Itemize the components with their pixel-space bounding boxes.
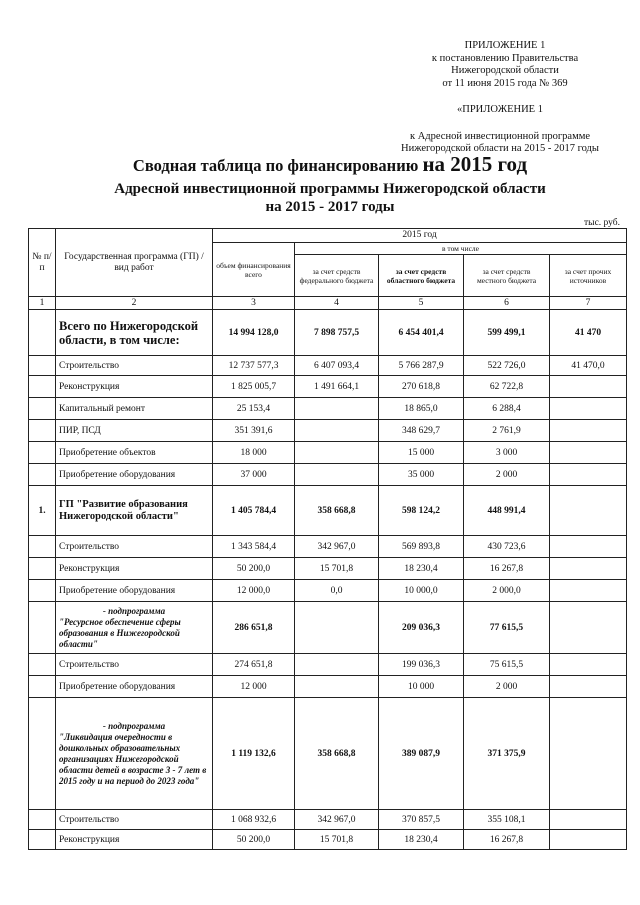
cell-federal bbox=[295, 420, 379, 442]
row-num bbox=[29, 376, 56, 398]
cell-regional: 5 766 287,9 bbox=[379, 356, 464, 376]
cell-local: 522 726,0 bbox=[464, 356, 550, 376]
appendix-1-line: ПРИЛОЖЕНИЕ 1 bbox=[464, 40, 546, 51]
cell-total: 50 200,0 bbox=[213, 558, 295, 580]
appendix-2-block bbox=[370, 104, 630, 156]
cell-other bbox=[550, 376, 627, 398]
table-row bbox=[29, 536, 627, 558]
row-num bbox=[29, 420, 56, 442]
cell-total: 12 000,0 bbox=[213, 580, 295, 602]
cell-total: 25 153,4 bbox=[213, 398, 295, 420]
cell-local: 3 000 bbox=[464, 442, 550, 464]
cell-other bbox=[550, 676, 627, 698]
cell-local: 2 761,9 bbox=[464, 420, 550, 442]
row-num bbox=[29, 536, 56, 558]
cell-other bbox=[550, 810, 627, 830]
column-number: 3 bbox=[213, 297, 295, 310]
cell-local: 62 722,8 bbox=[464, 376, 550, 398]
row-num bbox=[29, 558, 56, 580]
table-row bbox=[29, 398, 627, 420]
row-name: Строительство bbox=[56, 654, 213, 676]
row-name-cell bbox=[56, 602, 213, 654]
row-name: Приобретение оборудования bbox=[56, 464, 213, 486]
cell-regional: 10 000 bbox=[379, 676, 464, 698]
row-name: Приобретение оборудования bbox=[56, 676, 213, 698]
document-subtitle-line: на 2015 - 2017 годы bbox=[265, 199, 395, 215]
cell-regional: 598 124,2 bbox=[379, 486, 464, 536]
cell-total: 1 405 784,4 bbox=[213, 486, 295, 536]
cell-other bbox=[550, 830, 627, 850]
cell-other: 41 470 bbox=[550, 310, 627, 356]
cell-federal: 1 491 664,1 bbox=[295, 376, 379, 398]
appendix-1-line: Нижегородской области bbox=[451, 65, 559, 76]
cell-regional: 18 230,4 bbox=[379, 830, 464, 850]
cell-regional: 15 000 bbox=[379, 442, 464, 464]
cell-federal: 15 701,8 bbox=[295, 558, 379, 580]
cell-total: 12 000 bbox=[213, 676, 295, 698]
row-num bbox=[29, 398, 56, 420]
unit-label: тыс. руб. bbox=[584, 218, 620, 228]
table-row bbox=[29, 830, 627, 850]
cell-other bbox=[550, 398, 627, 420]
cell-regional: 18 230,4 bbox=[379, 558, 464, 580]
subprogram-lead: - подпрограмма bbox=[102, 720, 166, 731]
cell-federal bbox=[295, 654, 379, 676]
column-number: 5 bbox=[379, 297, 464, 310]
cell-regional: 10 000,0 bbox=[379, 580, 464, 602]
row-name: "Ресурсное обеспечение сферы образования в Нижегородской области" bbox=[59, 616, 181, 649]
table-row bbox=[29, 580, 627, 602]
row-num bbox=[29, 676, 56, 698]
cell-local: 355 108,1 bbox=[464, 810, 550, 830]
header-other: за счет прочих источников bbox=[550, 255, 627, 297]
cell-total: 286 651,8 bbox=[213, 602, 295, 654]
appendix-2-line: к Адресной инвестиционной программе bbox=[409, 130, 591, 142]
row-name-cell bbox=[56, 698, 213, 810]
row-name: Реконструкция bbox=[56, 558, 213, 580]
document-title-year: на 2015 год bbox=[422, 152, 528, 176]
cell-regional: 209 036,3 bbox=[379, 602, 464, 654]
table-row bbox=[29, 810, 627, 830]
cell-local: 6 288,4 bbox=[464, 398, 550, 420]
row-num bbox=[29, 442, 56, 464]
cell-total: 50 200,0 bbox=[213, 830, 295, 850]
table-row-program bbox=[29, 486, 627, 536]
row-name: Приобретение оборудования bbox=[56, 580, 213, 602]
cell-regional: 270 618,8 bbox=[379, 376, 464, 398]
document-title-part1: Сводная таблица по финансированию bbox=[132, 156, 419, 175]
header-including: в том числе bbox=[295, 243, 627, 255]
row-num bbox=[29, 654, 56, 676]
table-row-subprogram bbox=[29, 602, 627, 654]
cell-regional: 18 865,0 bbox=[379, 398, 464, 420]
table-row bbox=[29, 676, 627, 698]
table-row bbox=[29, 420, 627, 442]
cell-other bbox=[550, 442, 627, 464]
row-name: Реконструкция bbox=[56, 376, 213, 398]
cell-total: 274 651,8 bbox=[213, 654, 295, 676]
cell-regional: 348 629,7 bbox=[379, 420, 464, 442]
cell-other bbox=[550, 698, 627, 810]
cell-total: 1 343 584,4 bbox=[213, 536, 295, 558]
cell-regional: 370 857,5 bbox=[379, 810, 464, 830]
table-row bbox=[29, 442, 627, 464]
financing-table bbox=[28, 228, 627, 850]
appendix-1-line: от 11 июня 2015 года № 369 bbox=[442, 77, 568, 89]
cell-local: 430 723,6 bbox=[464, 536, 550, 558]
row-name: Строительство bbox=[56, 356, 213, 376]
cell-federal: 0,0 bbox=[295, 580, 379, 602]
table-row bbox=[29, 558, 627, 580]
cell-total: 12 737 577,3 bbox=[213, 356, 295, 376]
column-number: 7 bbox=[550, 297, 627, 310]
row-name: Реконструкция bbox=[56, 830, 213, 850]
document-subtitle-line: Адресной инвестиционной программы Нижегородской области bbox=[114, 181, 546, 197]
cell-local: 75 615,5 bbox=[464, 654, 550, 676]
row-num bbox=[29, 810, 56, 830]
cell-total: 351 391,6 bbox=[213, 420, 295, 442]
cell-federal: 15 701,8 bbox=[295, 830, 379, 850]
cell-regional: 199 036,3 bbox=[379, 654, 464, 676]
header-federal: за счет средств федерального бюджета bbox=[295, 255, 379, 297]
cell-other bbox=[550, 558, 627, 580]
cell-total: 37 000 bbox=[213, 464, 295, 486]
cell-local: 448 991,4 bbox=[464, 486, 550, 536]
cell-federal bbox=[295, 602, 379, 654]
table-row bbox=[29, 464, 627, 486]
column-number-row bbox=[29, 297, 627, 310]
cell-federal bbox=[295, 464, 379, 486]
cell-local: 2 000 bbox=[464, 676, 550, 698]
row-num bbox=[29, 356, 56, 376]
cell-local: 77 615,5 bbox=[464, 602, 550, 654]
cell-federal bbox=[295, 442, 379, 464]
cell-federal bbox=[295, 398, 379, 420]
cell-local: 371 375,9 bbox=[464, 698, 550, 810]
cell-other: 41 470,0 bbox=[550, 356, 627, 376]
cell-other bbox=[550, 536, 627, 558]
cell-local: 16 267,8 bbox=[464, 830, 550, 850]
cell-local: 2 000,0 bbox=[464, 580, 550, 602]
document-subtitle bbox=[40, 180, 620, 216]
cell-federal: 342 967,0 bbox=[295, 536, 379, 558]
table-row bbox=[29, 654, 627, 676]
row-num: 1. bbox=[29, 486, 56, 536]
table-row bbox=[29, 356, 627, 376]
column-number: 2 bbox=[56, 297, 213, 310]
cell-total: 1 825 005,7 bbox=[213, 376, 295, 398]
header-local: за счет средств местного бюджета bbox=[464, 255, 550, 297]
cell-other bbox=[550, 420, 627, 442]
cell-total: 14 994 128,0 bbox=[213, 310, 295, 356]
cell-federal: 7 898 757,5 bbox=[295, 310, 379, 356]
header-num: № п/п bbox=[29, 229, 56, 297]
cell-other bbox=[550, 486, 627, 536]
table-row-total bbox=[29, 310, 627, 356]
row-name: Капитальный ремонт bbox=[56, 398, 213, 420]
row-name: Приобретение объектов bbox=[56, 442, 213, 464]
cell-regional: 389 087,9 bbox=[379, 698, 464, 810]
row-name: Всего по Нижегородской области, в том числе: bbox=[56, 310, 213, 356]
cell-total: 1 068 932,6 bbox=[213, 810, 295, 830]
column-number: 4 bbox=[295, 297, 379, 310]
row-name: Строительство bbox=[56, 810, 213, 830]
row-num bbox=[29, 464, 56, 486]
table-row bbox=[29, 376, 627, 398]
cell-other bbox=[550, 602, 627, 654]
row-name: ГП "Развитие образования Нижегородской области" bbox=[56, 486, 213, 536]
appendix-1-line: к постановлению Правительства bbox=[431, 52, 579, 64]
document-title bbox=[40, 152, 620, 177]
cell-federal: 342 967,0 bbox=[295, 810, 379, 830]
cell-local: 2 000 bbox=[464, 464, 550, 486]
subprogram-lead: - подпрограмма bbox=[102, 605, 166, 616]
header-year: 2015 год bbox=[213, 229, 627, 243]
table-row-subprogram bbox=[29, 698, 627, 810]
cell-federal bbox=[295, 676, 379, 698]
cell-regional: 6 454 401,4 bbox=[379, 310, 464, 356]
cell-local: 16 267,8 bbox=[464, 558, 550, 580]
header-volume: объем финансирования всего bbox=[213, 243, 295, 297]
row-name: ПИР, ПСД bbox=[56, 420, 213, 442]
cell-total: 1 119 132,6 bbox=[213, 698, 295, 810]
cell-regional: 569 893,8 bbox=[379, 536, 464, 558]
row-num bbox=[29, 310, 56, 356]
column-number: 1 bbox=[29, 297, 56, 310]
row-num bbox=[29, 698, 56, 810]
cell-federal: 358 668,8 bbox=[295, 698, 379, 810]
cell-other bbox=[550, 464, 627, 486]
cell-regional: 35 000 bbox=[379, 464, 464, 486]
row-num bbox=[29, 580, 56, 602]
cell-local: 599 499,1 bbox=[464, 310, 550, 356]
cell-federal: 358 668,8 bbox=[295, 486, 379, 536]
cell-federal: 6 407 093,4 bbox=[295, 356, 379, 376]
header-program: Государственная программа (ГП) / вид работ bbox=[56, 229, 213, 297]
row-num bbox=[29, 602, 56, 654]
row-name: "Ликвидация очередности в дошкольных образовательных организациях Нижегородской области детей в возрасте 3 - 7 лет в 2015 году и на период до 2023 года" bbox=[59, 731, 207, 786]
row-name: Строительство bbox=[56, 536, 213, 558]
appendix-2-line: Нижегородской области на 2015 - 2017 годы bbox=[401, 143, 599, 154]
appendix-1-block bbox=[395, 40, 615, 90]
cell-total: 18 000 bbox=[213, 442, 295, 464]
appendix-2-title: «ПРИЛОЖЕНИЕ 1 bbox=[457, 104, 543, 115]
header-regional: за счет средств областного бюджета bbox=[379, 255, 464, 297]
cell-other bbox=[550, 580, 627, 602]
row-num bbox=[29, 830, 56, 850]
column-number: 6 bbox=[464, 297, 550, 310]
cell-other bbox=[550, 654, 627, 676]
